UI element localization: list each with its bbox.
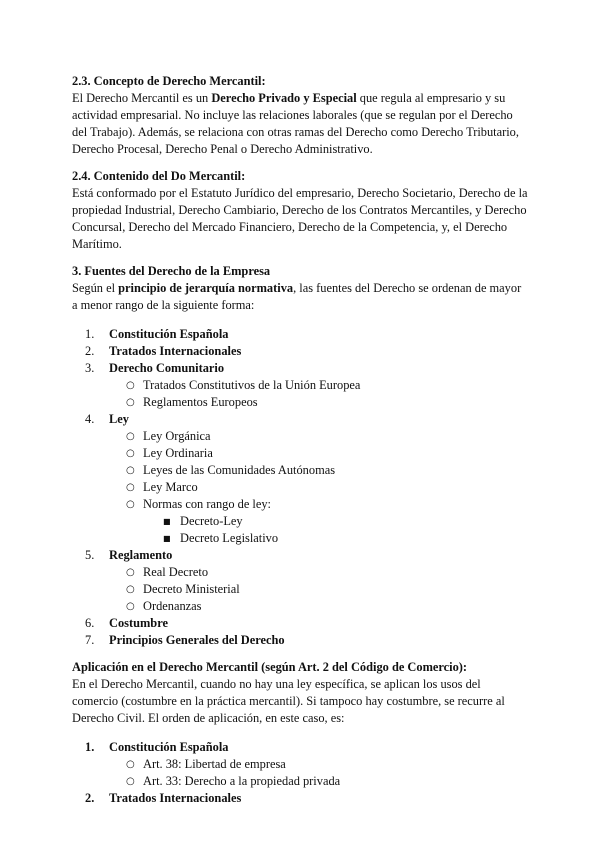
list-item [72, 739, 528, 756]
list-item-label: Reglamento [109, 548, 173, 562]
section-contenido [72, 168, 528, 253]
sub-list-item: ○ Art. 38: Libertad de empresa [72, 756, 528, 773]
paragraph-aplicacion: En el Derecho Mercantil, cuando no hay una ley específica, se aplican los usos del comercio (costumbre en la práctica mercantil). Si tampoco hay costumbre, se recurre al Derecho Civil. El orden de aplicación, en este caso, es: [72, 677, 505, 725]
paragraph-concepto [72, 90, 528, 158]
list-number: 2. [85, 344, 95, 358]
sub-list-item: ○ Ley Orgánica [72, 428, 528, 445]
list-item-label: Tratados Internacionales [109, 344, 242, 358]
section-fuentes [72, 263, 528, 649]
text: Según el [72, 281, 119, 295]
bold-text: Derecho Privado y Especial [211, 91, 357, 105]
list-number: 7. [85, 633, 95, 647]
sub-sub-list-item: ■ Decreto Legislativo [72, 530, 528, 547]
list-item [72, 790, 528, 807]
list-item [72, 547, 528, 564]
heading-aplicacion: Aplicación en el Derecho Mercantil (según Art. 2 del Código de Comercio): [72, 660, 468, 674]
heading-fuentes: 3. Fuentes del Derecho de la Empresa [72, 264, 271, 278]
paragraph-contenido: Está conformado por el Estatuto Jurídico del empresario, Derecho Societario, Derecho de la propiedad Industrial, Derecho Cambiario, Derecho de los Contratos Mercantiles, y Derecho Concursal, Derecho del Mercado Financiero, Derecho de la Competencia, y, el Derecho Marítimo. [72, 186, 528, 251]
sub-list-item: ○ Ordenanzas [72, 598, 528, 615]
heading-contenido: 2.4. Contenido del Do Mercantil: [72, 169, 246, 183]
sub-sub-list-item: ■ Decreto-Ley [72, 513, 528, 530]
section-aplicacion [72, 659, 528, 807]
sub-list-item: ○ Ley Ordinaria [72, 445, 528, 462]
section-concepto [72, 73, 528, 158]
list-item-label: Constitución Española [109, 740, 229, 754]
sub-list-item: ○ Decreto Ministerial [72, 581, 528, 598]
list-number: 5. [85, 548, 95, 562]
paragraph-fuentes [72, 280, 528, 314]
bold-text: principio de jerarquía normativa [118, 281, 294, 295]
aplicacion-list [72, 739, 528, 807]
text: El Derecho Mercantil es un [72, 91, 212, 105]
heading-concepto: 2.3. Concepto de Derecho Mercantil: [72, 74, 266, 88]
list-number: 1. [85, 740, 95, 754]
list-item-label: Costumbre [109, 616, 168, 630]
document-content [72, 73, 528, 817]
list-number: 1. [85, 327, 95, 341]
list-number: 4. [85, 412, 95, 426]
list-item-label: Principios Generales del Derecho [109, 633, 285, 647]
sub-list-item: ○ Ley Marco [72, 479, 528, 496]
list-number: 2. [85, 791, 95, 805]
list-item [72, 343, 528, 360]
list-item-label: Tratados Internacionales [109, 791, 242, 805]
list-item-label: Derecho Comunitario [109, 361, 225, 375]
sub-list-item: ○ Tratados Constitutivos de la Unión Europea [72, 377, 528, 394]
sub-list-item: ○ Art. 33: Derecho a la propiedad privada [72, 773, 528, 790]
sub-list-item: ○ Reglamentos Europeos [72, 394, 528, 411]
list-item [72, 632, 528, 649]
list-item-label: Ley [109, 412, 129, 426]
text: que regula al empresario y su actividad empresarial. No incluye las relaciones laborales (que se regulan por el Derecho del Trabajo). Además, se relaciona con otras ramas del Derecho como Derecho Tributario, Derecho Procesal, Derecho Penal o Derecho Administrativo. [72, 91, 519, 156]
sub-list-item: ○ Real Decreto [72, 564, 528, 581]
list-item [72, 326, 528, 343]
sub-list-item: ○ Leyes de las Comunidades Autónomas [72, 462, 528, 479]
list-item [72, 411, 528, 428]
list-item [72, 615, 528, 632]
fuentes-list [72, 326, 528, 649]
text: , las fuentes del Derecho se ordenan de mayor a menor rango de la siguiente forma: [72, 281, 522, 312]
list-number: 6. [85, 616, 95, 630]
list-number: 3. [85, 361, 95, 375]
sub-list-item: ○ Normas con rango de ley: [72, 496, 528, 513]
list-item-label: Constitución Española [109, 327, 229, 341]
list-item [72, 360, 528, 377]
